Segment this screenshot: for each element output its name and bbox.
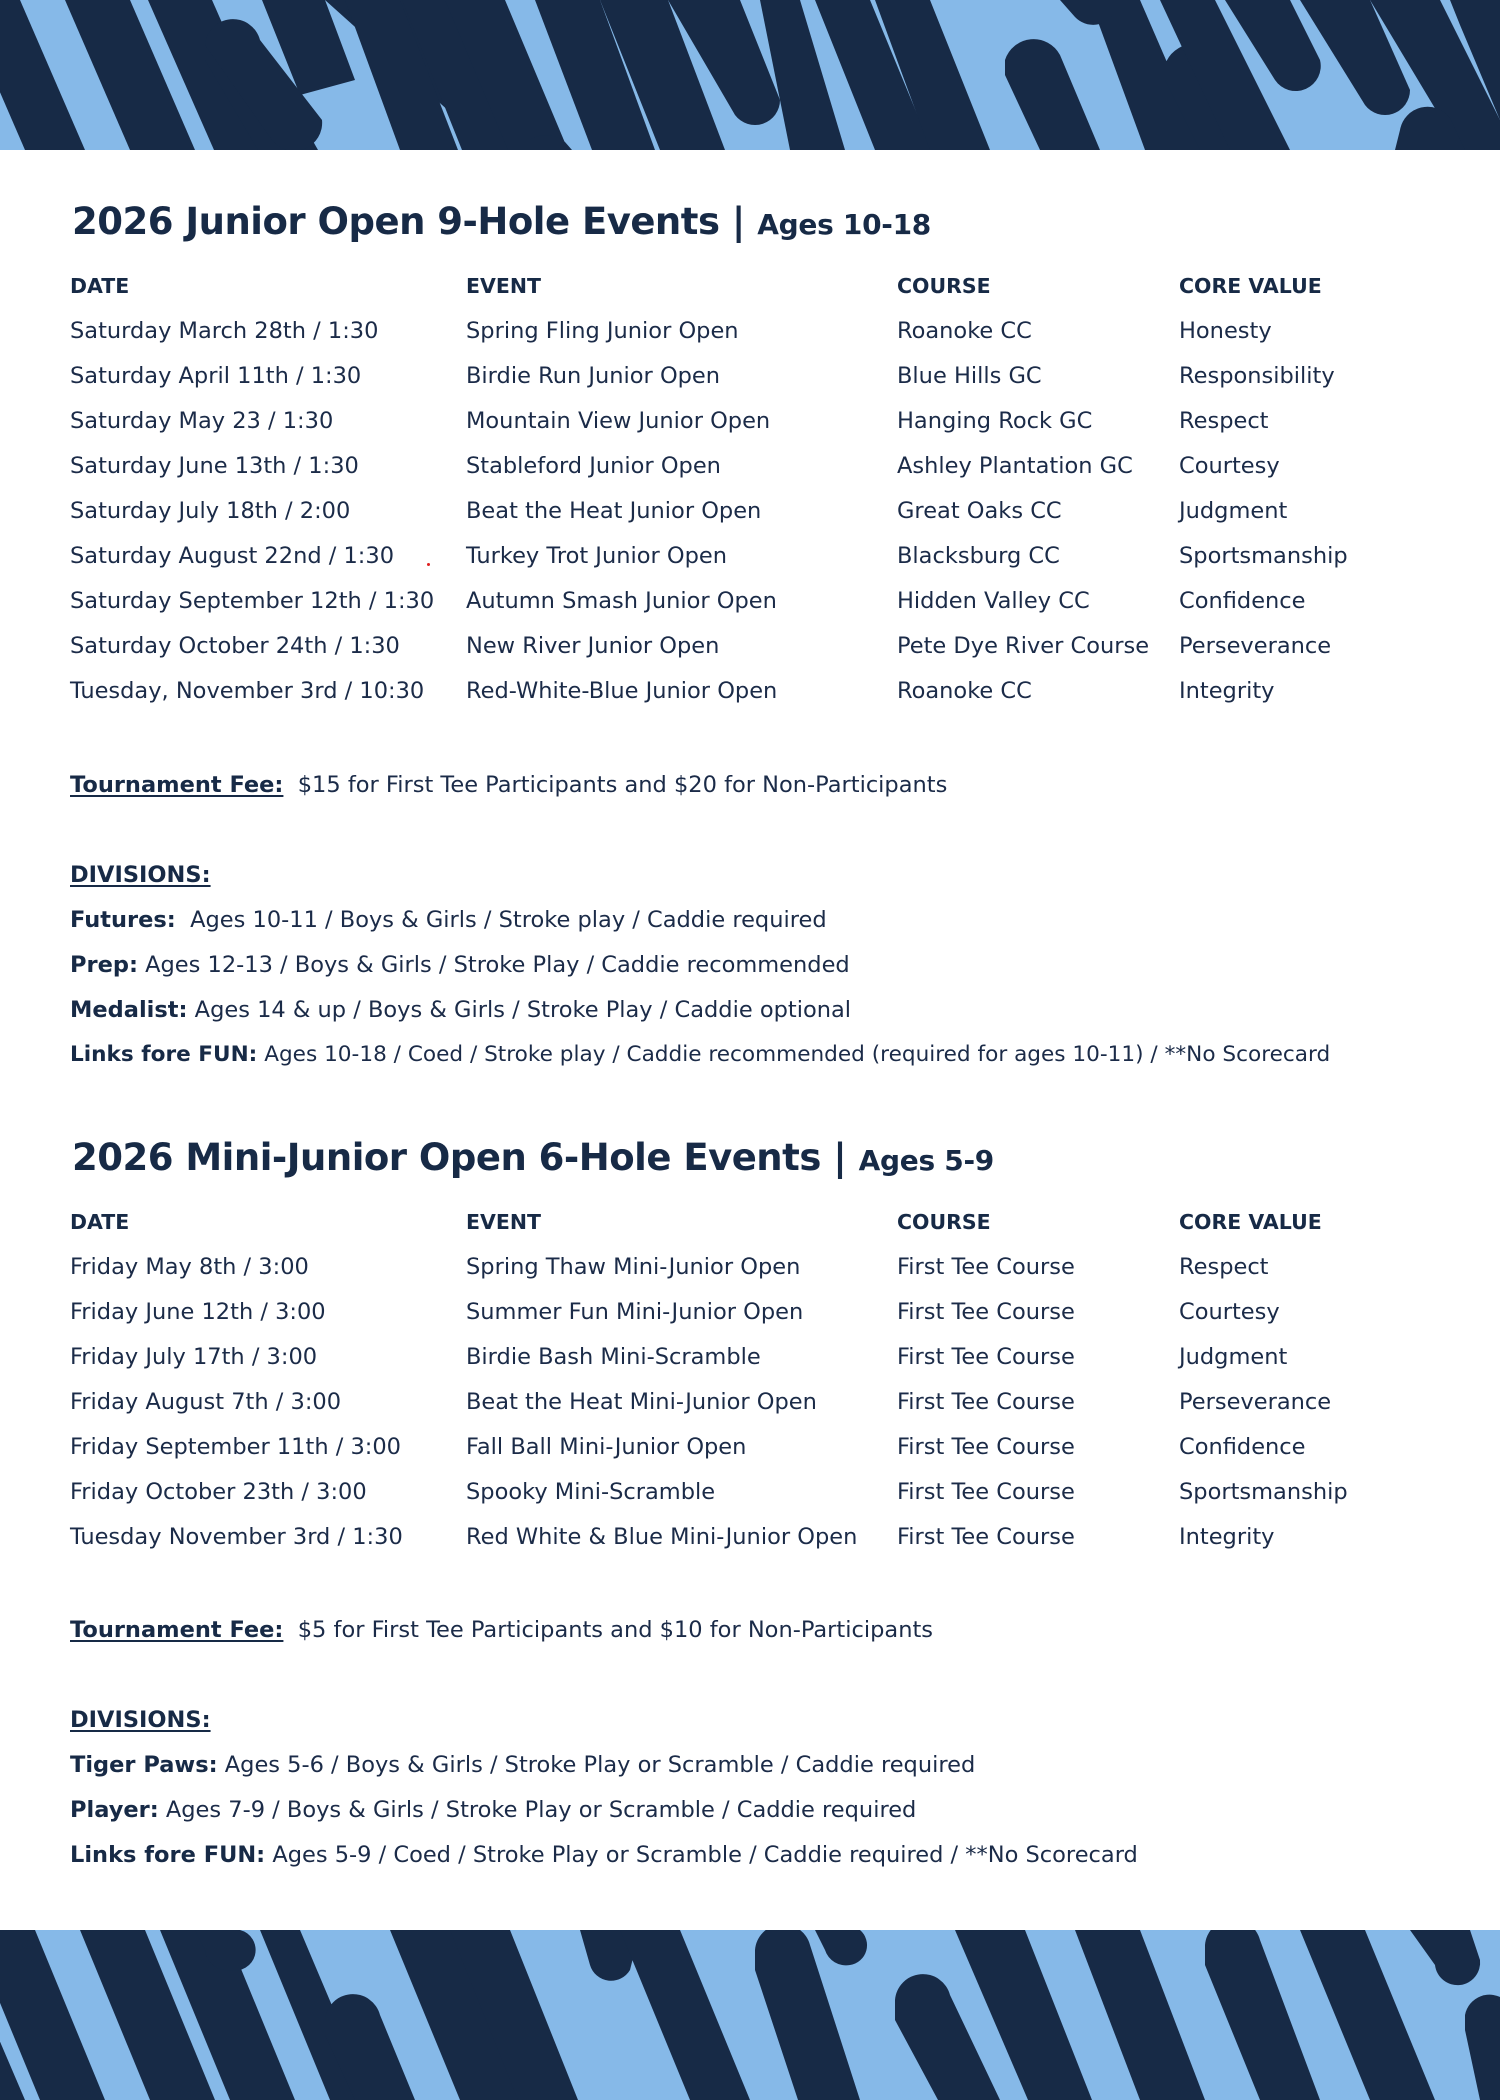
footer-stripe-banner xyxy=(0,1930,1500,2100)
table-row xyxy=(70,1479,1450,1524)
event-core-value: Perseverance xyxy=(1179,633,1332,659)
table-row xyxy=(70,498,1450,543)
event-date: Friday July 17th / 3:00 xyxy=(70,1344,318,1370)
event-core-value: Responsibility xyxy=(1179,363,1335,389)
table-row xyxy=(70,1389,1450,1434)
event-course: Blue Hills GC xyxy=(897,363,1042,389)
column-header-course: COURSE xyxy=(897,274,991,298)
event-date: Saturday May 23 / 1:30 xyxy=(70,408,334,434)
event-name: Red-White-Blue Junior Open xyxy=(466,678,778,704)
division-item xyxy=(70,1797,916,1823)
event-date: Saturday March 28th / 1:30 xyxy=(70,318,379,344)
event-core-value: Confidence xyxy=(1179,1434,1306,1460)
division-details: Ages 5-6 / Boys & Girls / Stroke Play or Scramble / Caddie required xyxy=(224,1752,976,1778)
event-course: Great Oaks CC xyxy=(897,498,1062,524)
division-item xyxy=(70,997,851,1023)
diagonal-stripes-pattern xyxy=(0,1930,1500,2100)
division-details: Ages 10-11 / Boys & Girls / Stroke play / Caddie required xyxy=(190,907,827,933)
division-item xyxy=(70,1042,1330,1067)
column-header-date: DATE xyxy=(70,1210,130,1234)
mini-tournament-fee xyxy=(70,1617,933,1643)
event-course: First Tee Course xyxy=(897,1434,1075,1460)
fee-text: $5 for First Tee Participants and $10 for Non-Participants xyxy=(297,1617,933,1643)
junior-title-text: 2026 Junior Open 9-Hole Events | xyxy=(72,200,745,243)
division-item xyxy=(70,1752,975,1778)
table-row xyxy=(70,1434,1450,1479)
division-name: Links fore FUN: xyxy=(70,1842,266,1868)
division-details: Ages 10-18 / Coed / Stroke play / Caddie recommended (required for ages 10-11) / **No Scorecard xyxy=(264,1042,1331,1067)
mini-title-text: 2026 Mini-Junior Open 6-Hole Events | xyxy=(72,1136,847,1179)
table-row xyxy=(70,318,1450,363)
junior-tournament-fee xyxy=(70,772,947,798)
event-name: Turkey Trot Junior Open xyxy=(466,543,727,569)
event-core-value: Judgment xyxy=(1179,1344,1288,1370)
mini-section-title xyxy=(72,1136,994,1179)
event-name: Red White & Blue Mini-Junior Open xyxy=(466,1524,858,1550)
divisions-label: DIVISIONS: xyxy=(70,1707,211,1733)
junior-divisions-heading xyxy=(70,862,211,888)
event-date: Friday August 7th / 3:00 xyxy=(70,1389,342,1415)
division-details: Ages 12-13 / Boys & Girls / Stroke Play / Caddie recommended xyxy=(145,952,850,978)
division-item xyxy=(70,952,850,978)
table-row xyxy=(70,1299,1450,1344)
table-row xyxy=(70,408,1450,453)
table-row xyxy=(70,633,1450,678)
table-row xyxy=(70,543,1450,588)
division-details: Ages 5-9 / Coed / Stroke Play or Scramble / Caddie required / **No Scorecard xyxy=(272,1842,1138,1868)
event-core-value: Courtesy xyxy=(1179,453,1280,479)
event-core-value: Courtesy xyxy=(1179,1299,1280,1325)
event-core-value: Respect xyxy=(1179,408,1269,434)
event-name: New River Junior Open xyxy=(466,633,720,659)
event-course: First Tee Course xyxy=(897,1299,1075,1325)
event-name: Spooky Mini-Scramble xyxy=(466,1479,716,1505)
diagonal-stripes-pattern xyxy=(0,0,1500,150)
event-core-value: Integrity xyxy=(1179,1524,1275,1550)
event-core-value: Integrity xyxy=(1179,678,1275,704)
event-date: Tuesday November 3rd / 1:30 xyxy=(70,1524,403,1550)
event-name: Stableford Junior Open xyxy=(466,453,721,479)
event-name: Autumn Smash Junior Open xyxy=(466,588,777,614)
event-name: Spring Thaw Mini-Junior Open xyxy=(466,1254,801,1280)
division-name: Player: xyxy=(70,1797,159,1823)
mini-divisions-heading xyxy=(70,1707,211,1733)
event-course: First Tee Course xyxy=(897,1479,1075,1505)
event-date: Saturday June 13th / 1:30 xyxy=(70,453,359,479)
event-date: Tuesday, November 3rd / 10:30 xyxy=(70,678,425,704)
table-row xyxy=(70,1524,1450,1569)
event-name: Beat the Heat Mini-Junior Open xyxy=(466,1389,817,1415)
event-name: Birdie Bash Mini-Scramble xyxy=(466,1344,761,1370)
event-date: Friday October 23th / 3:00 xyxy=(70,1479,367,1505)
event-core-value: Perseverance xyxy=(1179,1389,1332,1415)
column-header-core-value: CORE VALUE xyxy=(1179,274,1322,298)
table-row xyxy=(70,588,1450,633)
junior-title-ages: Ages 10-18 xyxy=(757,208,931,241)
header-stripe-banner xyxy=(0,0,1500,150)
event-course: Pete Dye River Course xyxy=(897,633,1150,659)
event-course: Roanoke CC xyxy=(897,318,1032,344)
fee-label: Tournament Fee: xyxy=(70,772,284,798)
event-date: Saturday July 18th / 2:00 xyxy=(70,498,351,524)
event-core-value: Confidence xyxy=(1179,588,1306,614)
event-course: First Tee Course xyxy=(897,1524,1075,1550)
division-details: Ages 14 & up / Boys & Girls / Stroke Play / Caddie optional xyxy=(194,997,852,1023)
event-course: First Tee Course xyxy=(897,1254,1075,1280)
division-item xyxy=(70,1842,1138,1868)
event-name: Mountain View Junior Open xyxy=(466,408,771,434)
table-row xyxy=(70,453,1450,498)
event-date: Friday May 8th / 3:00 xyxy=(70,1254,309,1280)
event-course: Roanoke CC xyxy=(897,678,1032,704)
table-row xyxy=(70,1344,1450,1389)
event-core-value: Honesty xyxy=(1179,318,1272,344)
table-row xyxy=(70,1254,1450,1299)
division-details: Ages 7-9 / Boys & Girls / Stroke Play or Scramble / Caddie required xyxy=(165,1797,917,1823)
fee-text: $15 for First Tee Participants and $20 for Non-Participants xyxy=(297,772,948,798)
event-course: Blacksburg CC xyxy=(897,543,1060,569)
column-header-event: EVENT xyxy=(466,274,542,298)
event-date: Saturday October 24th / 1:30 xyxy=(70,633,400,659)
junior-section-title xyxy=(72,200,931,243)
event-core-value: Judgment xyxy=(1179,498,1288,524)
event-name: Spring Fling Junior Open xyxy=(466,318,739,344)
event-date: Friday September 11th / 3:00 xyxy=(70,1434,401,1460)
event-core-value: Sportsmanship xyxy=(1179,1479,1348,1505)
event-name: Birdie Run Junior Open xyxy=(466,363,721,389)
event-course: First Tee Course xyxy=(897,1344,1075,1370)
event-date: Saturday September 12th / 1:30 xyxy=(70,588,435,614)
division-item xyxy=(70,907,827,933)
event-core-value: Sportsmanship xyxy=(1179,543,1348,569)
table-row xyxy=(70,363,1450,408)
division-name: Prep: xyxy=(70,952,138,978)
column-header-core-value: CORE VALUE xyxy=(1179,1210,1322,1234)
mini-title-ages: Ages 5-9 xyxy=(858,1144,994,1177)
event-date: Saturday August 22nd / 1:30 xyxy=(70,543,395,569)
division-name: Links fore FUN: xyxy=(70,1042,258,1067)
event-date: Friday June 12th / 3:00 xyxy=(70,1299,326,1325)
event-course: Hidden Valley CC xyxy=(897,588,1090,614)
event-course: Ashley Plantation GC xyxy=(897,453,1133,479)
table-header-row xyxy=(70,1210,1450,1255)
stray-red-dot xyxy=(427,563,430,566)
table-row xyxy=(70,678,1450,723)
divisions-label: DIVISIONS: xyxy=(70,862,211,888)
event-date: Saturday April 11th / 1:30 xyxy=(70,363,362,389)
column-header-course: COURSE xyxy=(897,1210,991,1234)
division-name: Medalist: xyxy=(70,997,188,1023)
event-course: Hanging Rock GC xyxy=(897,408,1093,434)
event-name: Fall Ball Mini-Junior Open xyxy=(466,1434,747,1460)
event-course: First Tee Course xyxy=(897,1389,1075,1415)
event-name: Beat the Heat Junior Open xyxy=(466,498,762,524)
fee-label: Tournament Fee: xyxy=(70,1617,284,1643)
table-header-row xyxy=(70,274,1450,319)
column-header-date: DATE xyxy=(70,274,130,298)
event-core-value: Respect xyxy=(1179,1254,1269,1280)
division-name: Futures: xyxy=(70,907,176,933)
column-header-event: EVENT xyxy=(466,1210,542,1234)
event-name: Summer Fun Mini-Junior Open xyxy=(466,1299,804,1325)
division-name: Tiger Paws: xyxy=(70,1752,218,1778)
